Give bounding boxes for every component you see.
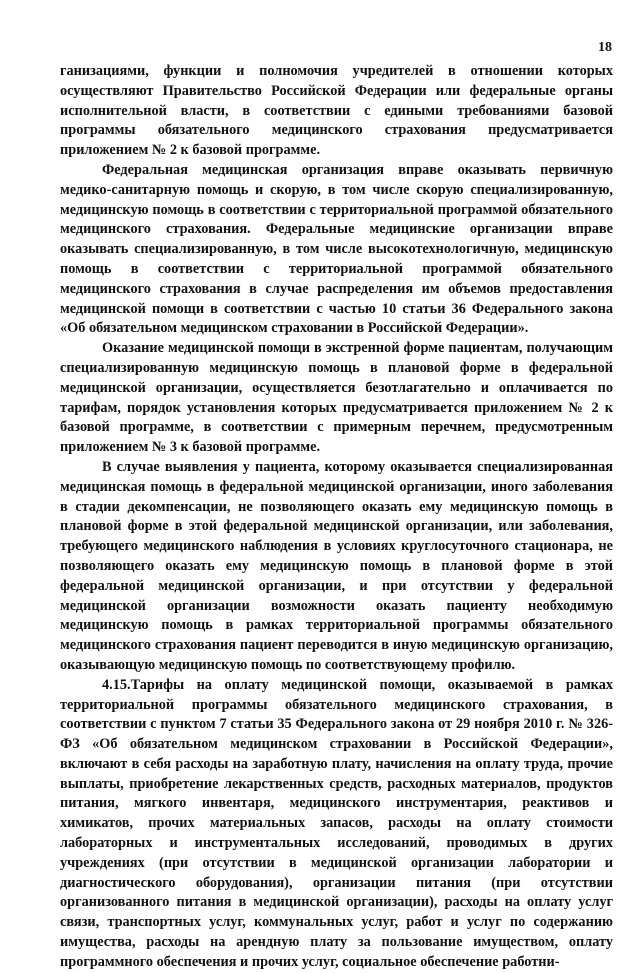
paragraph-emergency-care: Оказание медицинской помощи в экстренной форме пациентам, получающим специализированную медицинскую помощь в плановой форме в федеральной медицинской организации, осуществляется безотлагательно и оплачивается по тарифам, порядок установления которых предусматривается приложением № 2 к базовой программе, в соответствии с примерным перечнем, предусмотренным приложением № 3 к базовой программе. [60, 340, 613, 456]
paragraph-federal-organization: Федеральная медицинская организация вправе оказывать первичную медико-санитарную помощь и скорую, в том числе скорую специализированную, медицинскую помощь в соответствии с территориальной программой обязательного медицинского страхования. Федеральные медицинские организации вправе оказывать специализированную, в том числе высокотехнологичную, медицинскую помощь в соответствии с территориальной программой обязательного медицинского страхования в случае распределения им объемов предоставления медицинской помощи в соответствии с частью 10 статьи 36 Федерального закона «Об обязательном медицинском страховании в Российской Федерации». [60, 161, 613, 337]
document-body [60, 62, 613, 973]
page-number: 18 [598, 40, 612, 55]
paragraph-tariffs: 4.15.Тарифы на оплату медицинской помощи, оказываемой в рамках территориальной программы обязательного медицинского страхования, в соответствии с пунктом 7 статьи 35 Федерального закона от 29 ноября 2010 г. № 326-ФЗ «Об обязательном медицинском страховании в Российской Федерации», включают в себя расходы на заработную плату, начисления на оплату труда, прочие выплаты, приобретение лекарственных средств, расходных материалов, продуктов питания, мягкого инвентаря, медицинского инструментария, реактивов и химикатов, прочих материальных запасов, расходы на оплату стоимости лабораторных и инструментальных исследований, проводимых в других учреждениях (при отсутствии в медицинской организации лаборатории и диагностического оборудования), организации питания (при отсутствии организованного питания в медицинской организации), расходы на оплату услуг связи, транспортных услуг, коммунальных услуг, работ и услуг по содержанию имущества, расходы на арендную плату за пользование имуществом, оплату программного обеспечения и прочих услуг, социальное обеспечение работни- [60, 676, 613, 970]
paragraph-continuation: ганизациями, функции и полномочия учредителей в отношении которых осуществляют Правительство Российской Федерации или федеральные органы исполнительной власти, в соответствии с едиными требованиями базовой программы обязательного медицинского страхования предусматривается приложением № 2 к базовой программе. [60, 63, 613, 159]
paragraph-patient-transfer: В случае выявления у пациента, которому оказывается специализированная медицинская помощь в федеральной медицинской организации, иного заболевания в стадии декомпенсации, не позволяющего оказать ему медицинскую помощь в плановой форме в этой федеральной медицинской организации, или заболевания, требующего медицинского наблюдения в условиях круглосуточного стационара, не позволяющего оказать ему медицинскую помощь в плановой форме в этой федеральной медицинской организации, и при отсутствии у федеральной медицинской организации возможности оказать пациенту необходимую медицинскую помощь в рамках территориальной программы обязательного медицинского страхования пациент переводится в иную медицинскую организацию, оказывающую медицинскую помощь по соответствующему профилю. [60, 458, 613, 673]
